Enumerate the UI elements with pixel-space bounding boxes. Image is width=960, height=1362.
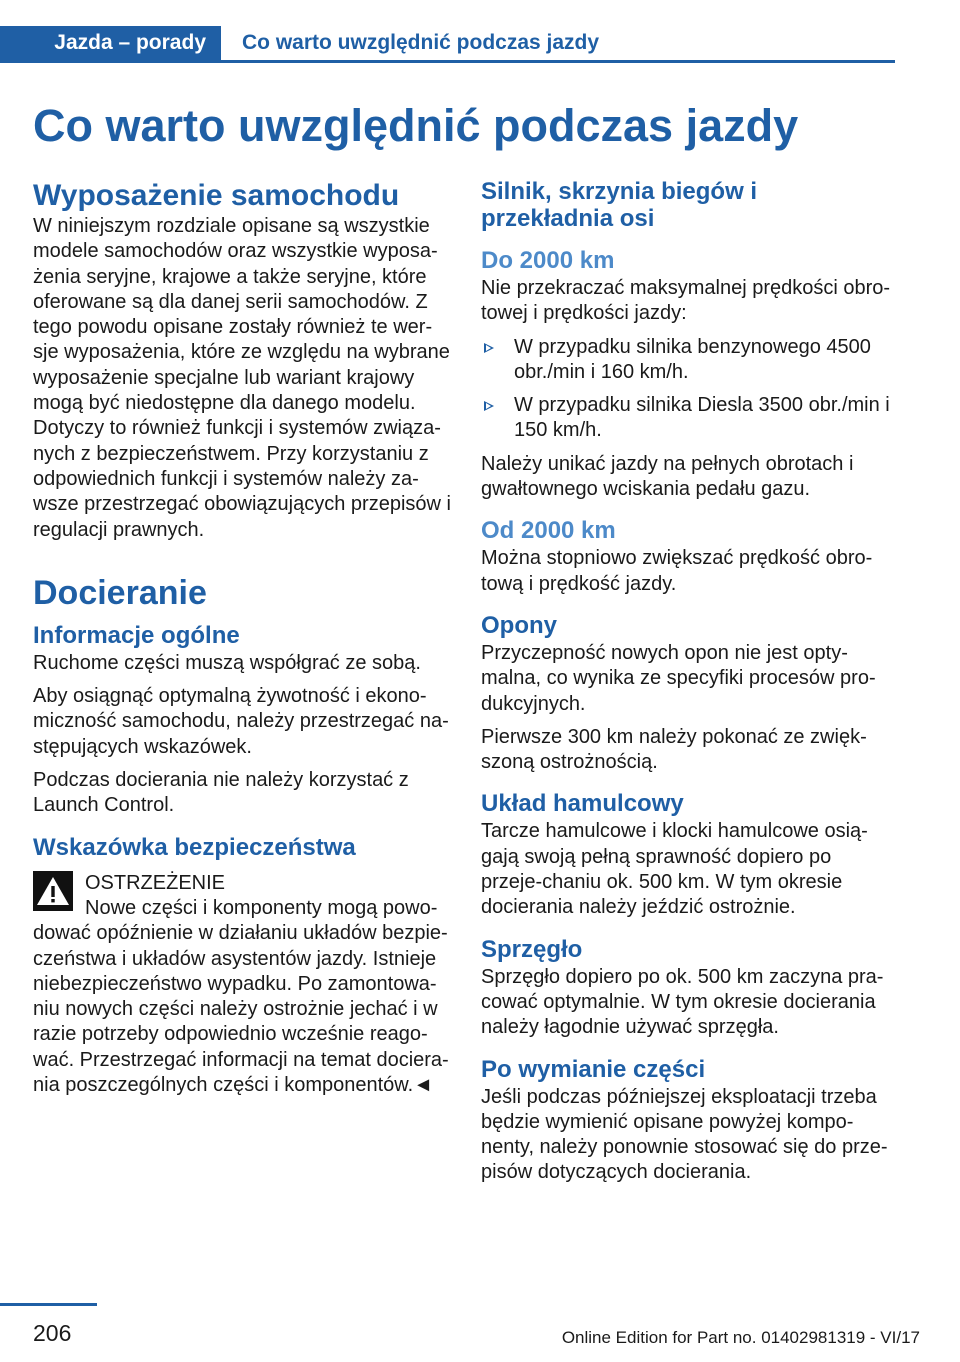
parts-text: Jeśli podczas późniejszej eksploatacji trzeba będzie wymienić opisane powyżej kompo-nenty, należy ponownie stosować się do prze-pisów dotyczących docierania. [481, 1085, 888, 1184]
general-heading: Informacje ogólne [33, 621, 240, 649]
page-number: 206 [33, 1320, 72, 1346]
general-paragraph-3: Podczas docierania nie należy korzystać z Launch Control. [33, 769, 409, 817]
parts-heading: Po wymianie części [481, 1055, 706, 1083]
clutch-heading: Sprzęgło [481, 935, 583, 963]
warning-triangle-icon [33, 871, 73, 911]
upto-heading: Do 2000 km [481, 247, 615, 274]
upto-note: Należy unikać jazdy na pełnych obrotach i gwałtownego wciskania pedału gazu. [481, 452, 854, 501]
upto-list [481, 335, 891, 444]
footer-rule [0, 1303, 97, 1306]
list-item-text: W przypadku silnika Diesla 3500 obr./min i 150 km/h. [514, 394, 890, 442]
list-item-text: W przypadku silnika benzynowego 4500 obr./min i 160 km/h. [514, 335, 871, 383]
breakin-heading: Docieranie [33, 573, 207, 612]
upto-text: Nie przekraczać maksymalnej prędkości obro-towej i prędkości jazdy: [481, 277, 891, 325]
warning-text: dować opóźnienie w działaniu układów bezpie-czeństwa i układów asystentów jazdy. Istnieje niebezpieczeństwo wypadku. Po zamontowa-niu nowych części należy ostrożnie jechać i w razie potrzeby odpowiednio wcześnie reago-wać. Przestrzegać informacji na temat dociera-nia poszczególnych części i komponentów.◄ [33, 922, 449, 1097]
warning-block [33, 871, 453, 1099]
list-item [481, 393, 891, 444]
tires-paragraph-1: Przyczepność nowych opon nie jest opty-malna, co wynika ze specyfiki procesów pro-dukcyjnych. [481, 641, 876, 715]
tires-paragraph-2: Pierwsze 300 km należy pokonać ze zwięk-szoną ostrożnością. [481, 725, 867, 774]
left-column [33, 178, 453, 1098]
engine-heading: Silnik, skrzynia biegów i przekładnia osi [481, 178, 758, 232]
brakes-heading: Układ hamulcowy [481, 790, 684, 818]
clutch-text: Sprzęgło dopiero po ok. 500 km zaczyna pra-cować optymalnie. W tym okresie docierania należy łagodnie używać sprzęgła. [481, 965, 884, 1039]
warning-text-first: Nowe części i komponenty mogą powo- [85, 896, 438, 919]
general-paragraph-1: Ruchome części muszą współgrać ze sobą. [33, 651, 421, 674]
from-text: Można stopniowo zwiększać prędkość obro-tową i prędkość jazdy. [481, 547, 873, 595]
equipment-heading: Wyposażenie samochodu [33, 179, 400, 212]
list-item [481, 335, 891, 386]
header-rule [0, 60, 895, 63]
equipment-text: W niniejszym rozdziale opisane są wszystkie modele samochodów oraz wszystkie wyposa-żenia seryjne, krajowe a także seryjne, które oferowane są dla danej serii samochodów. Z tego powodu opisane zostały również te wer-sje wyposażenia, które ze względu na wybrane wyposażenie specjalne lub wariant krajowy mogą być niedostępne dla danego modelu. Dotyczy to również funkcji i systemów związa-nych z bezpieczeństwem. Przy korzystaniu z odpowiednich funkcji i systemów należy za-wsze przestrzegać obowiązujących przepisów i regulacji prawnych. [33, 215, 451, 541]
page-header [0, 0, 960, 64]
general-paragraph-2: Aby osiągnąć optymalną żywotność i ekono-miczność samochodu, należy przestrzegać na-stępujących wskazówek. [33, 685, 449, 758]
right-column [481, 178, 891, 1186]
header-topic: Co warto uwzględnić podczas jazdy [242, 31, 600, 54]
warning-label: OSTRZEŻENIE [85, 871, 226, 894]
brakes-text: Tarcze hamulcowe i klocki hamulcowe osią-gają swoją pełną sprawność dopiero po przeje-chaniu ok. 500 km. W tym okresie docierania należy jeździć ostrożnie. [481, 820, 868, 919]
safety-heading: Wskazówka bezpieczeństwa [33, 833, 356, 861]
from-heading: Od 2000 km [481, 517, 616, 545]
edition-note: Online Edition for Part no. 01402981319 - VI/17 [561, 1328, 920, 1347]
header-section-label: Jazda – porady [54, 31, 206, 54]
header-section-tab [0, 26, 221, 62]
tires-heading: Opony [481, 611, 557, 639]
page-title: Co warto uwzględnić podczas jazdy [33, 100, 799, 151]
